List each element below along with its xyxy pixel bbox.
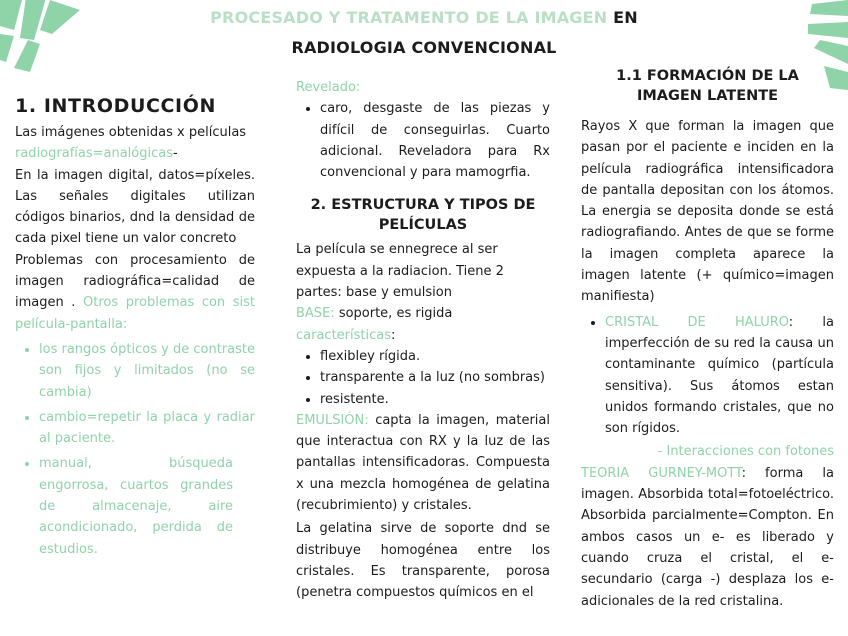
heading-estructura: 2. ESTRUCTURA Y TIPOS DE PELÍCULAS	[310, 197, 536, 234]
list-item: • flexibley rígida.	[320, 346, 550, 367]
caracteristicas-colon: :	[391, 327, 396, 343]
problems-list	[15, 339, 255, 560]
intro-paragraph-3	[15, 250, 255, 335]
intro-text-3: Problemas con procesamiento de imagen radiográfica=calidad de imagen .	[15, 252, 255, 311]
gelatina-paragraph: La gelatina sirve de soporte dnd se distribuye homogénea entre los cristales. Es transparente, porosa (penetra compuestos químicos en el	[296, 521, 550, 601]
list-item: • transparente a la luz (no sombras)	[320, 367, 550, 388]
list-item: • manual, búsqueda engorrosa, cuartos grandes de almacenaje, aire acondicionado, perdida de estudios.	[39, 453, 255, 559]
intro-paragraph-1	[15, 122, 255, 165]
intro-dash: -	[173, 146, 178, 162]
teoria-label: TEORIA GURNEY-MOTT	[581, 465, 742, 481]
base-label: BASE:	[296, 306, 335, 322]
column-imagen-latente	[581, 66, 834, 612]
list-item: • resistente.	[320, 389, 550, 410]
title-part-2: EN	[613, 8, 638, 27]
latente-paragraph-1: Rayos X que forman la imagen que pasan por el paciente e inciden en la película radiográfica intensificadora de pantalla depositan con los átomos. La energia se deposita donde se está radiografiando. Antes de que se forme la imagen completa aparece la imagen latente (+ químico=imagen manifiesta)	[581, 119, 834, 305]
column-introduccion	[15, 96, 255, 560]
cristal-text: : la imperfección de su red la causa un contaminante químico (partícula sensitiva). Sus átomos estan unidos formando cristales, que no son rígidos.	[605, 314, 834, 437]
revelado-label: Revelado:	[296, 80, 361, 95]
page-title	[0, 8, 848, 27]
page-title-line-2	[0, 38, 848, 57]
teoria-text: : forma la imagen. Absorbida total=fotoeléctrico. Absorbida parcialmente=Compton. En ambos casos un e- es liberado y cuando cruza el cristal, el e- secundario (carga -) desplaza los e- adicionales de la red cristalina.	[581, 465, 835, 609]
emulsion-label: EMULSIÓN:	[296, 412, 369, 428]
intro-text-1: Las imágenes obtenidas x películas	[15, 125, 247, 140]
list-item	[605, 312, 834, 440]
caracteristicas-label: características	[296, 327, 391, 343]
interacciones-label: - Interacciones con fotones	[657, 444, 834, 460]
intro-green-3: Otros problemas con sist película-pantalla:	[15, 295, 255, 332]
emulsion-text: capta la imagen, material que interactua con RX y la luz de las pantallas intensificadoras. Compuesta x una mezcla homogénea de gelatina (recubrimiento) y cristales.	[296, 412, 550, 514]
title-part-1: PROCESADO Y TRATAMENTO DE LA IMAGEN	[210, 8, 608, 27]
heading-introduccion: 1. INTRODUCCIÓN	[15, 95, 216, 117]
revelado-list	[296, 98, 550, 183]
list-item: • los rangos ópticos y de contraste son fijos y limitados (no se cambia)	[39, 339, 255, 403]
list-item: • cambio=repetir la placa y radiar al paciente.	[39, 407, 255, 450]
heading-imagen-latente: 1.1 FORMACIÓN DE LA IMAGEN LATENTE	[616, 68, 799, 104]
estructura-paragraph-1: La película se ennegrece al ser expuesta a la radiacion. Tiene 2 partes: base y emulsion	[296, 242, 504, 301]
cristal-label: CRISTAL DE HALURO	[605, 314, 789, 330]
intro-paragraph-2: En la imagen digital, datos=píxeles. Las señales digitales utilizan códigos binarios, dnd la densidad de cada pixel tiene un valor concreto	[15, 167, 255, 247]
caracteristicas-list	[296, 346, 550, 410]
column-estructura	[296, 77, 550, 604]
cristal-list	[581, 312, 834, 440]
list-item: • caro, desgaste de las piezas y difícil de conseguirlas. Cuarto adicional. Reveladora para Rx convencional y para mamogrfia.	[320, 98, 550, 183]
intro-green-1: radiografías=analógicas	[15, 146, 173, 162]
title-line-2: RADIOLOGIA CONVENCIONAL	[291, 38, 557, 57]
base-paragraph	[296, 303, 550, 346]
base-text: soporte, es rigida	[338, 306, 453, 322]
teoria-paragraph	[581, 463, 834, 612]
emulsion-paragraph	[296, 410, 550, 516]
